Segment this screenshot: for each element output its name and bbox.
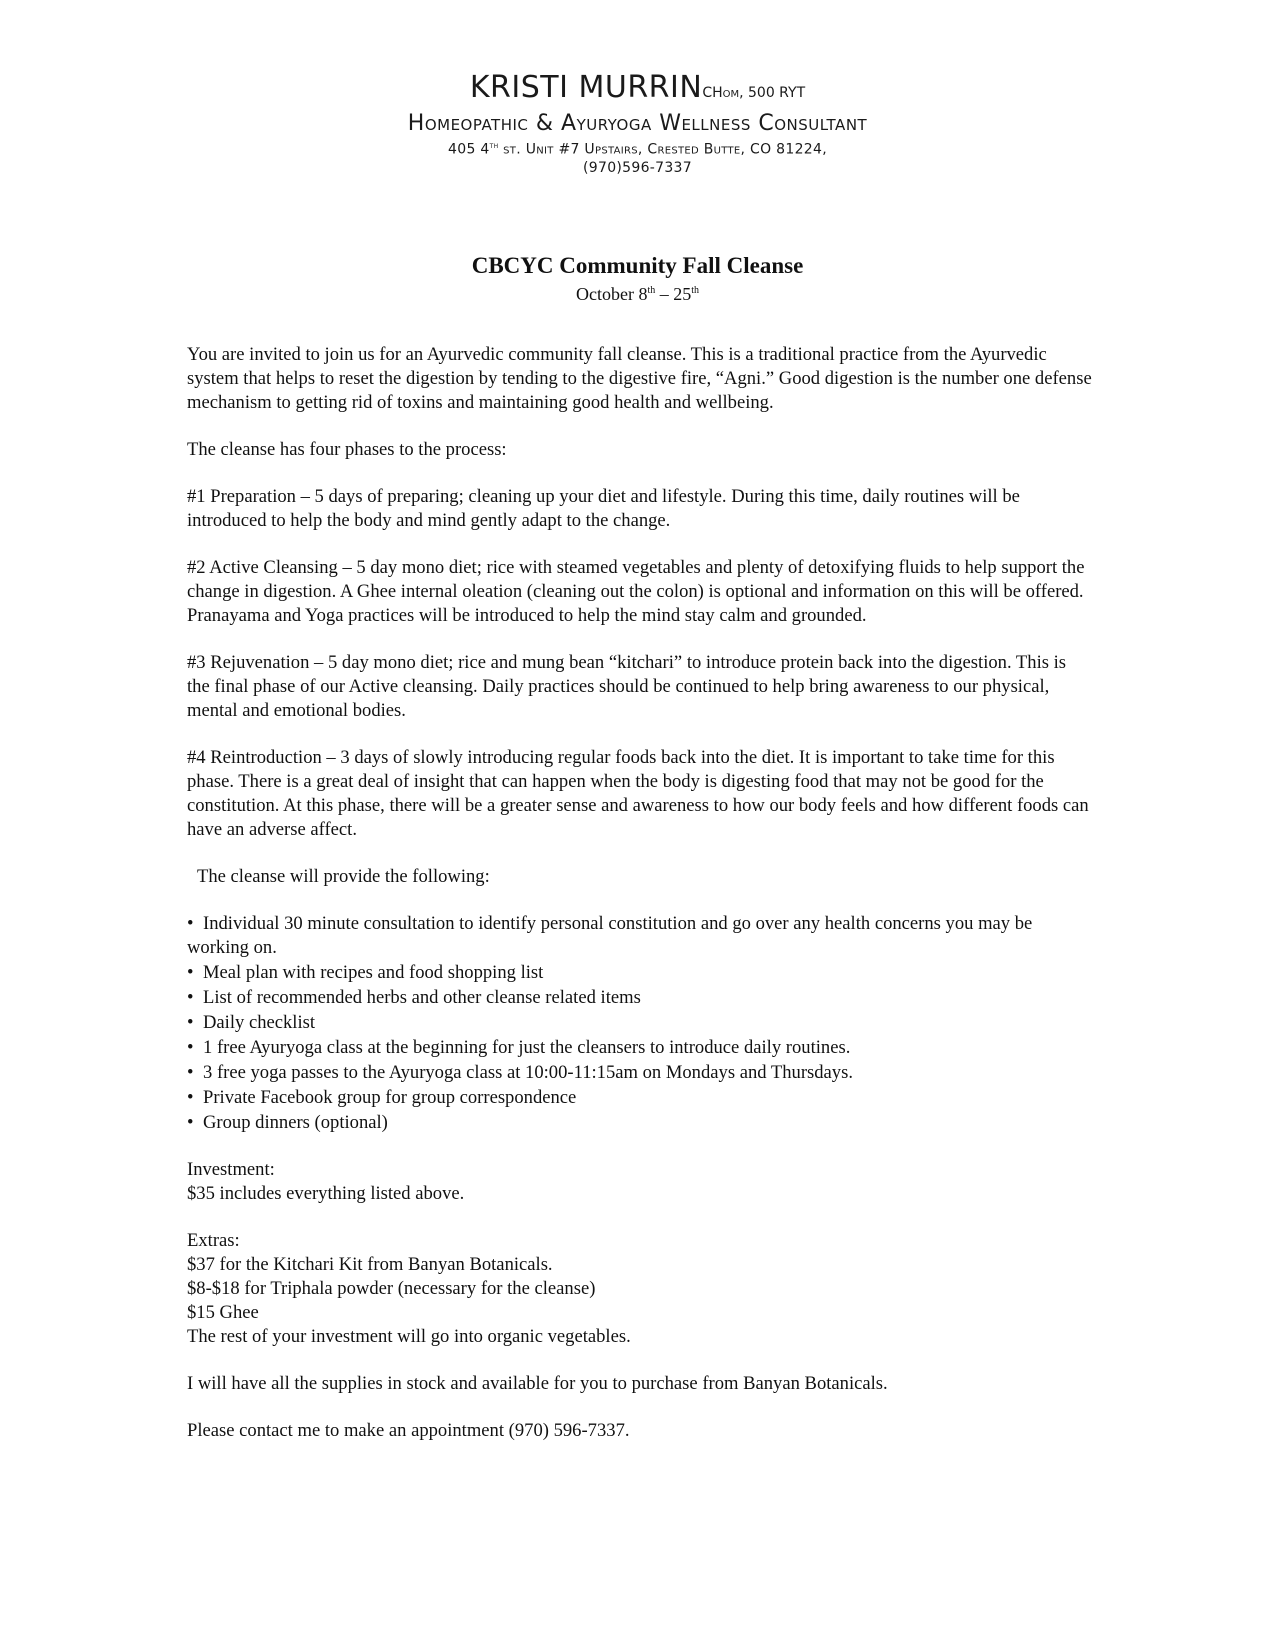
dates-end: – 25	[655, 284, 692, 304]
letterhead-credentials: CHom, 500 RYT	[702, 85, 806, 101]
intro-paragraph: You are invited to join us for an Ayurvedic community fall cleanse. This is a traditional practice from the Ayurvedic system that helps to reset the digestion by tending to the digestive fire, “Agni.” Good digestion is the number one defense mechanism to getting rid of toxins and maintaining good health and wellbeing.	[187, 344, 1092, 413]
bullet-icon: •	[187, 1037, 194, 1058]
phase-1-paragraph: #1 Preparation – 5 days of preparing; cleaning up your diet and lifestyle. During this time, daily routines will be introduced to help the body and mind gently adapt to the change.	[187, 486, 1020, 531]
list-item	[187, 986, 1092, 1010]
extras-line: The rest of your investment will go into organic vegetables.	[187, 1326, 631, 1347]
list-item	[187, 912, 1092, 960]
bullet-icon: •	[187, 1012, 194, 1033]
phase-4-paragraph: #4 Reintroduction – 3 days of slowly introducing regular foods back into the diet. It is important to take time for this phase. There is a great deal of insight that can happen when the body is digesting food that may not be good for the constitution. At this phase, there will be a greater sense and awareness to how our body feels and how different foods can have an adverse affect.	[187, 747, 1089, 840]
bullet-icon: •	[187, 1112, 194, 1133]
extras-line: $37 for the Kitchari Kit from Banyan Botanicals.	[187, 1254, 553, 1275]
list-item	[187, 1086, 1092, 1110]
investment-section	[187, 1158, 1092, 1206]
dates-start-suffix: th	[647, 285, 656, 296]
extras-section	[187, 1229, 1092, 1349]
contact-paragraph: Please contact me to make an appointment (970) 596-7337.	[187, 1420, 630, 1441]
extras-label: Extras:	[187, 1230, 240, 1251]
document-dates	[0, 280, 1275, 305]
dates-start: October 8	[575, 284, 648, 304]
extras-line: $8-$18 for Triphala powder (necessary for the cleanse)	[187, 1278, 596, 1299]
list-item-text: Daily checklist	[203, 1012, 316, 1033]
provides-list	[187, 912, 1092, 1135]
letterhead-name-row	[0, 70, 1275, 111]
list-item	[187, 1061, 1092, 1085]
phase-3-paragraph: #3 Rejuvenation – 5 day mono diet; rice and mung bean “kitchari” to introduce protein back into the digestion. This is the final phase of our Active cleansing. Daily practices should be continued to help bring awareness to our physical, mental and emotional bodies.	[187, 652, 1067, 721]
list-item	[187, 1011, 1092, 1035]
letterhead-address-suffix: th	[489, 141, 499, 150]
bullet-icon: •	[187, 913, 194, 934]
list-item	[187, 961, 1092, 985]
document-title: CBCYC Community Fall Cleanse	[471, 253, 804, 278]
letterhead-phone: (970)596-7337	[583, 159, 692, 176]
letterhead-address-rest: st. Unit #7 Upstairs, Crested Butte, CO 81224,	[498, 141, 827, 158]
letterhead-name: KRISTI MURRIN	[469, 70, 703, 105]
list-item-text: 1 free Ayuryoga class at the beginning for just the cleansers to introduce daily routines.	[203, 1037, 851, 1058]
investment-label: Investment:	[187, 1159, 275, 1180]
list-item-text: Private Facebook group for group correspondence	[203, 1087, 577, 1108]
letterhead-title: Homeopathic & Ayuryoga Wellness Consultant	[407, 111, 868, 136]
investment-text: $35 includes everything listed above.	[187, 1183, 465, 1204]
extras-line: $15 Ghee	[187, 1302, 259, 1323]
list-item-text: List of recommended herbs and other cleanse related items	[203, 987, 641, 1008]
letterhead	[0, 70, 1275, 177]
bullet-icon: •	[187, 1062, 194, 1083]
bullet-icon: •	[187, 987, 194, 1008]
letterhead-address-number: 405 4	[448, 141, 490, 158]
document-body	[187, 343, 1092, 1466]
list-item-text: 3 free yoga passes to the Ayuryoga class at 10:00-11:15am on Mondays and Thursdays.	[203, 1062, 853, 1083]
phase-2-paragraph: #2 Active Cleansing – 5 day mono diet; rice with steamed vegetables and plenty of detoxifying fluids to help support the change in digestion. A Ghee internal oleation (cleaning out the colon) is optional and information on this will be offered. Pranayama and Yoga practices will be introduced to help the mind stay calm and grounded.	[187, 557, 1085, 626]
supplies-paragraph: I will have all the supplies in stock and available for you to purchase from Banyan Botanicals.	[187, 1373, 888, 1394]
phases-intro: The cleanse has four phases to the process:	[187, 439, 507, 460]
document-header	[0, 252, 1275, 305]
letterhead-address	[0, 137, 1275, 159]
list-item-text: Group dinners (optional)	[203, 1112, 388, 1133]
list-item	[187, 1111, 1092, 1135]
bullet-icon: •	[187, 962, 194, 983]
list-item-text: Meal plan with recipes and food shopping list	[203, 962, 544, 983]
provides-intro: The cleanse will provide the following:	[197, 866, 490, 887]
list-item	[187, 1036, 1092, 1060]
bullet-icon: •	[187, 1087, 194, 1108]
list-item-text: Individual 30 minute consultation to identify personal constitution and go over any health concerns you may be working on.	[187, 913, 1033, 958]
dates-end-suffix: th	[691, 285, 700, 296]
